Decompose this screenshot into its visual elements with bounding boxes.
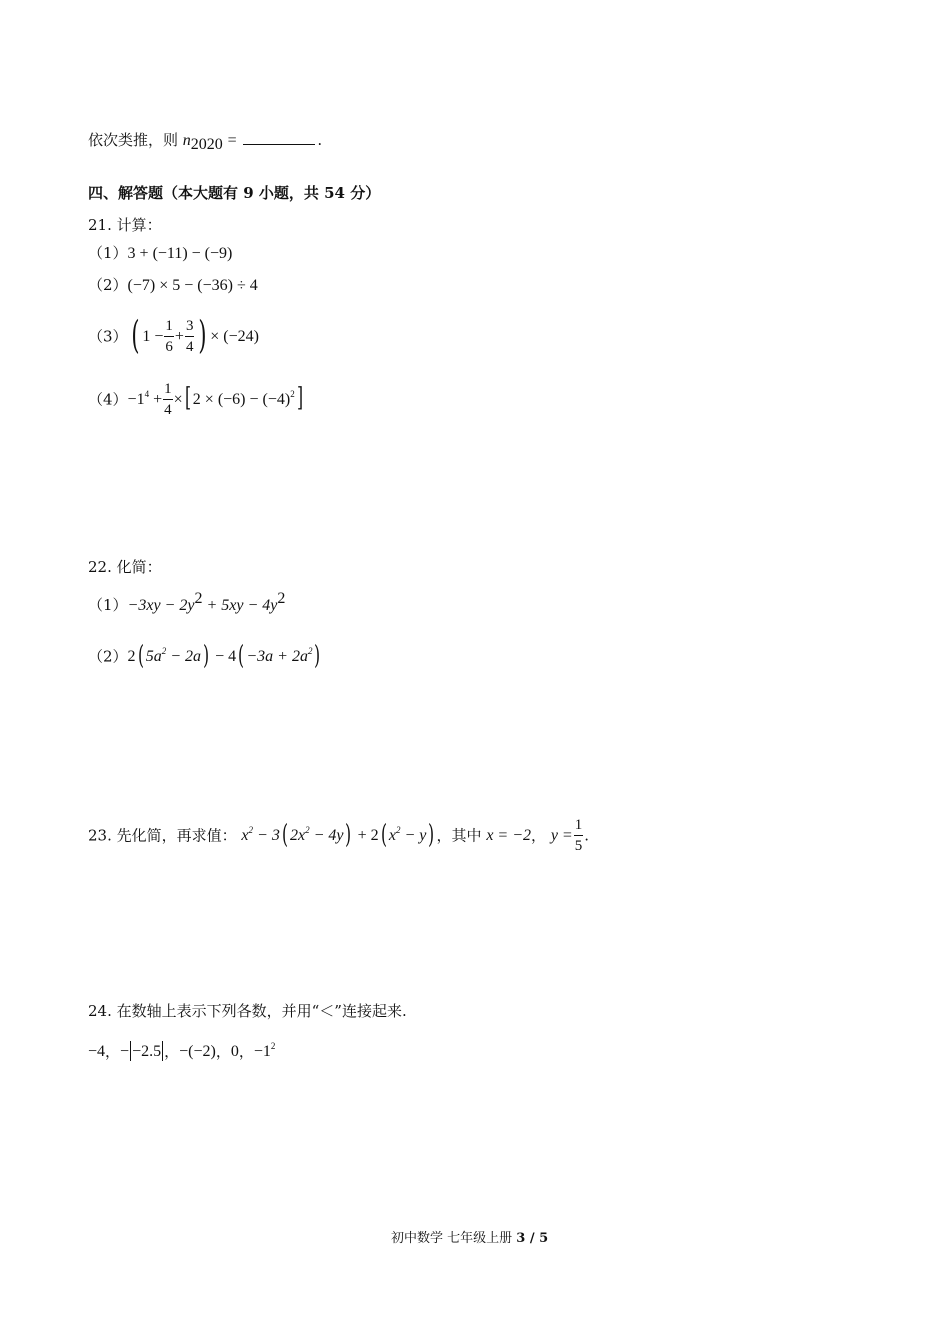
intro-sub: 2020 [190, 136, 223, 153]
intro-var: n [182, 132, 191, 149]
q21-p2-expr: (−7) × 5 − (−36) ÷ 4 [127, 277, 258, 294]
q24-n1: −4 [88, 1043, 106, 1060]
frac-num: 1 [574, 818, 584, 836]
q21-p2-num: （2） [88, 276, 128, 294]
q23-inner2 [389, 827, 427, 844]
paren-open: ( [137, 641, 144, 671]
q22-part2 [88, 641, 323, 671]
bracket-open: [ [184, 383, 191, 413]
q21-p4-a-wrap [128, 391, 163, 408]
q21-p3-tail: × (−24) [210, 328, 259, 345]
q23-comma: ， [436, 826, 452, 845]
paren-close: ) [428, 820, 435, 850]
q24-c3: ， [215, 1042, 231, 1061]
q24-numbers [88, 1042, 275, 1062]
answer-blank[interactable] [243, 132, 315, 145]
frac-den: 4 [164, 402, 172, 418]
q21-p1-expr: 3 + (−11) − (−9) [127, 245, 233, 262]
q21-p4-frac [163, 382, 173, 418]
q21-p3-frac2 [185, 319, 195, 355]
section-title: 四、解答题（本大题有 9 小题，共 54 分） [88, 184, 381, 202]
intro-text: 依次类推，则 [88, 131, 179, 149]
frac-den: 5 [574, 838, 583, 854]
q22-p2-inner2-wrap [246, 648, 312, 665]
q21-p4-times: × [173, 391, 183, 408]
paren-open: ( [130, 313, 140, 357]
q21-p3-frac1 [164, 319, 174, 355]
q24-c1: ， [105, 1042, 121, 1061]
q23-e1sup: 2 [248, 825, 254, 835]
frac-num: 1 [164, 319, 174, 337]
q23-ylab: y = [550, 827, 573, 844]
intro-end: . [317, 131, 323, 149]
q24-n5-wrap [254, 1043, 276, 1060]
q21-p4-inner-sup: 2 [290, 389, 295, 399]
footer-text: 初中数学 七年级上册 [391, 1231, 513, 1246]
q24-n2a: − [120, 1043, 130, 1060]
q23-e3: 2x [289, 827, 306, 844]
paren-close: ) [198, 313, 207, 357]
q24-c4: ， [238, 1042, 254, 1061]
q22-p1-b: + 5xy − 4y [202, 597, 278, 614]
page-footer [391, 1232, 548, 1245]
q23-end: . [584, 826, 589, 845]
paren-open: ( [238, 641, 245, 671]
q21-p4-a: −1 [127, 391, 145, 408]
q22-p2-inner1sup: 2 [161, 646, 167, 656]
abs-bar-left [130, 1041, 131, 1061]
q21-part2 [88, 278, 258, 294]
q23-label: 23. 先化简，再求值： [88, 826, 237, 845]
q22-p1-num: （1） [88, 596, 128, 614]
q23-line [88, 818, 589, 854]
q23-e4: − 4y [309, 827, 344, 844]
abs-bar-right [162, 1041, 163, 1061]
q22-part1 [88, 590, 286, 614]
frac-den: 4 [185, 339, 194, 355]
q24-label: 24. 在数轴上表示下列各数，并用“＜”连接起来. [88, 1002, 407, 1020]
q21-p3-num: （3） [88, 327, 128, 346]
q22-label: 22. 化简： [88, 558, 162, 576]
paren-close: ) [314, 641, 321, 671]
q22-p2-inner2a: −3a + 2a [246, 648, 308, 665]
q22-p2-inner1b: − 2a [166, 648, 201, 665]
q22-p2-mid: − 4 [211, 648, 237, 665]
q23-xval: x = −2 [486, 827, 532, 844]
paren-close: ) [345, 820, 352, 850]
q23-where: 其中 [451, 826, 482, 845]
paren-open: ( [281, 820, 288, 850]
q24-n3: −(−2) [179, 1043, 216, 1060]
q21-p3-plus: + [174, 328, 184, 345]
q22-p2-num: （2） [88, 647, 128, 666]
q23-e2: − 3 [253, 827, 280, 844]
q23-inner1 [290, 827, 344, 844]
q21-part1 [88, 246, 232, 262]
q22-p2-inner1-wrap [146, 648, 201, 665]
q24-n2b: −2.5 [132, 1043, 162, 1060]
q21-p4-num: （4） [88, 390, 128, 409]
q23-sep: ， [531, 826, 547, 845]
q21-part4 [88, 382, 305, 418]
q21-p4-a-sup: 4 [144, 389, 150, 399]
page-number: 3 / 5 [516, 1231, 549, 1246]
q23-expr [241, 827, 279, 844]
q22-p2-inner2sup: 2 [307, 646, 313, 656]
q21-p3-a: 1 − [142, 328, 164, 345]
q23-e3sup: 2 [305, 825, 310, 835]
q22-p2-inner1a: 5a [145, 648, 162, 665]
q22-p1-sup1: 2 [194, 590, 203, 607]
q23-e1: x [241, 827, 249, 844]
q21-label: 21. 计算： [88, 216, 162, 234]
q21-p4-inner-wrap [193, 391, 295, 408]
q24-n5: −1 [253, 1043, 271, 1060]
q22-p1-a: −3xy − 2y [127, 597, 195, 614]
q23-e7: − y [400, 827, 427, 844]
q21-p4-plus: + [153, 391, 163, 408]
q24-n5sup: 2 [270, 1041, 276, 1051]
intro-line [88, 131, 323, 153]
frac-num: 3 [185, 319, 195, 337]
q23-e5: + 2 [353, 827, 379, 844]
q21-p1-num: （1） [88, 244, 128, 262]
q23-yfrac [574, 818, 584, 854]
q21-part3 [88, 313, 259, 357]
bracket-close: ] [296, 383, 303, 413]
q23-e6sup: 2 [395, 825, 401, 835]
paren-open: ( [380, 820, 387, 850]
frac-den: 6 [165, 339, 173, 355]
q22-p2-a: 2 [127, 648, 136, 665]
paren-close: ) [203, 641, 210, 671]
intro-eq: = [227, 132, 237, 149]
q22-p1-sup2: 2 [277, 590, 286, 607]
q21-p4-inner: 2 × (−6) − (−4) [192, 391, 291, 408]
frac-num: 1 [163, 382, 173, 400]
q24-c2: ， [164, 1042, 180, 1061]
q24-n4: 0 [230, 1043, 239, 1060]
q23-e6: x [388, 827, 396, 844]
